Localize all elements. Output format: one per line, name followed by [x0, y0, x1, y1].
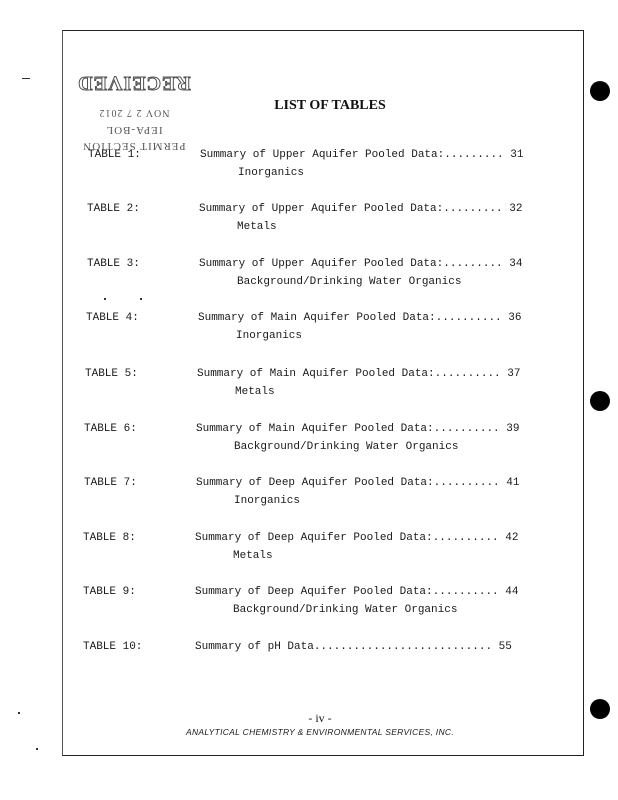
table-entry-subtitle: Metals: [233, 550, 273, 562]
scan-speck: [18, 712, 20, 714]
table-entry-label: TABLE 9:: [83, 586, 136, 598]
page-title: LIST OF TABLES: [274, 98, 386, 113]
table-entry: [83, 640, 573, 674]
binder-hole-top: [590, 81, 610, 101]
table-entry-label: TABLE 6:: [84, 423, 137, 435]
table-entry-subtitle: Inorganics: [234, 495, 301, 507]
received-stamp: [64, 62, 204, 152]
scan-speck: [140, 298, 142, 300]
table-entry-subtitle: Inorganics: [236, 330, 303, 342]
binder-hole-bottom: [590, 699, 610, 719]
stamp-received: RECEIVED: [77, 72, 191, 94]
table-entry-label: TABLE 2:: [87, 203, 140, 215]
page-number: - iv -: [308, 711, 332, 725]
table-entry-description: Summary of Upper Aquifer Pooled Data:......... 31: [200, 149, 524, 161]
table-entry-label: TABLE 5:: [85, 368, 138, 380]
stamp-date: NOV 2 7 2012: [98, 107, 170, 118]
stamp-iepa-bol: IEPA-BOL: [105, 124, 163, 136]
table-entry: [84, 422, 574, 456]
table-entry: [84, 476, 574, 510]
scan-speck: [104, 298, 106, 300]
stamp-permit-section: PERMIT SECTION: [82, 140, 186, 152]
table-entry-description: Summary of Main Aquifer Pooled Data:.......... 39: [196, 423, 520, 435]
table-entry-label: TABLE 3:: [87, 258, 140, 270]
scan-speck: [36, 748, 38, 750]
table-entry-description: Summary of Upper Aquifer Pooled Data:......... 32: [199, 203, 523, 215]
company-footer: ANALYTICAL CHEMISTRY & ENVIRONMENTAL SERVICES, INC.: [185, 727, 454, 737]
table-entry: [86, 311, 576, 345]
table-entry-subtitle: Background/Drinking Water Organics: [233, 604, 458, 616]
table-entry-description: Summary of Deep Aquifer Pooled Data:.......... 42: [195, 532, 519, 544]
scan-speck: [22, 78, 30, 79]
table-entry: [87, 257, 577, 291]
table-entry: [85, 367, 575, 401]
table-entry: [83, 531, 573, 565]
binder-hole-middle: [590, 391, 610, 411]
table-entry-description: Summary of Upper Aquifer Pooled Data:......... 34: [199, 258, 523, 270]
table-entry-label: TABLE 10:: [83, 641, 143, 653]
table-entry-subtitle: Background/Drinking Water Organics: [234, 441, 459, 453]
table-entry-description: Summary of pH Data........................... 55: [195, 641, 512, 653]
table-entry-description: Summary of Deep Aquifer Pooled Data:.......... 44: [195, 586, 519, 598]
table-entry-subtitle: Background/Drinking Water Organics: [237, 276, 462, 288]
table-entry-subtitle: Metals: [237, 221, 277, 233]
table-entry: [83, 585, 573, 619]
table-entry-description: Summary of Deep Aquifer Pooled Data:.......... 41: [196, 477, 520, 489]
table-entry-description: Summary of Main Aquifer Pooled Data:.......... 37: [197, 368, 521, 380]
table-entry-label: TABLE 1:: [88, 149, 141, 161]
table-entry-label: TABLE 4:: [86, 312, 139, 324]
table-entry-subtitle: Inorganics: [238, 167, 305, 179]
table-entry-label: TABLE 8:: [83, 532, 136, 544]
table-entry-label: TABLE 7:: [84, 477, 137, 489]
table-entry: [87, 202, 577, 236]
table-entry-subtitle: Metals: [235, 386, 275, 398]
table-entry: [88, 148, 578, 182]
table-entry-description: Summary of Main Aquifer Pooled Data:.......... 36: [198, 312, 522, 324]
